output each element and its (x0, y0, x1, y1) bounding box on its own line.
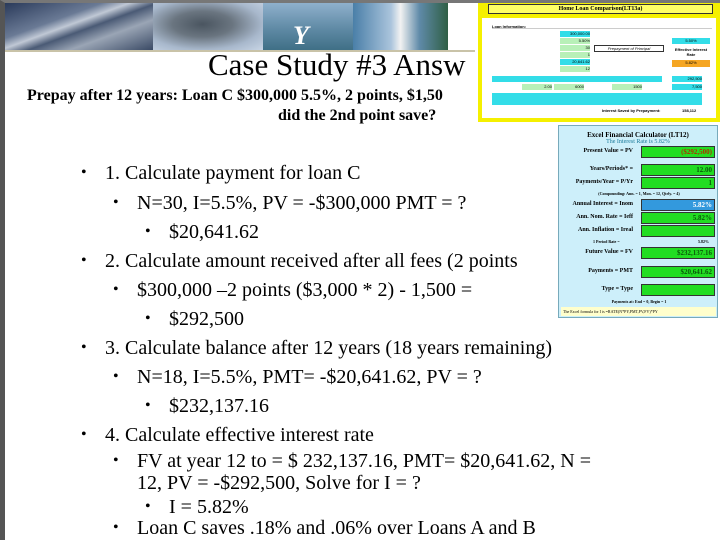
bullet-item (137, 472, 421, 494)
bullet-item (145, 308, 244, 330)
bullet-text: 3. Calculate balance after 12 years (18 years remaining) (105, 337, 553, 359)
bullet-text: 12, PV = -$292,500, Solve for I = ? (137, 472, 421, 494)
bullet-text: I = 5.82% (169, 496, 249, 518)
bullet-item (113, 279, 473, 301)
calculator-input[interactable]: ($292,500) (641, 146, 715, 158)
calculator-input[interactable]: 1 (641, 177, 715, 189)
bullet-item (145, 221, 259, 243)
slide-title: Case Study #3 Answ (208, 47, 466, 82)
calculator-label: Ann. Nom. Rate = Ieff (576, 214, 633, 220)
bullet-text: N=30, I=5.5%, PV = -$300,000 PMT = ? (137, 192, 467, 214)
bullet-item (113, 192, 467, 214)
payments-per-year: 1 (560, 52, 590, 58)
bullet-dot: • (81, 164, 87, 181)
calculator-input[interactable]: $232,137.16 (641, 247, 715, 259)
bullet-text: 1. Calculate payment for loan C (105, 162, 361, 184)
period-rate: 5.82% (698, 239, 709, 244)
calculator-title: Excel Financial Calculator (LT12) (587, 131, 689, 139)
banner-photo-statue (153, 3, 263, 50)
calculator-label: Future Value = FV (585, 249, 633, 255)
bullet-dot: • (113, 519, 119, 536)
calculator-status: The Interest Rate is 5.82% (606, 139, 670, 145)
bullet-item (81, 250, 518, 272)
slide-subtitle-2: did the 2nd point save? (278, 107, 437, 124)
type-note: Payments at: End = 0, Begin = 1 (611, 299, 667, 304)
prepayment-header: Prepayment of Principal (594, 45, 664, 52)
spreadsheet-title: Home Loan Comparison(LT13a) (488, 4, 713, 14)
bullet-dot: • (113, 194, 119, 211)
calculator-row (563, 177, 715, 189)
bullet-text: $232,137.16 (169, 395, 269, 417)
annual-payment: 20,641.62 (560, 59, 590, 65)
header-banner (5, 3, 475, 52)
calculator-input[interactable] (641, 225, 715, 237)
bullet-item (145, 496, 249, 518)
bullet-text: $20,641.62 (169, 221, 259, 243)
banner-photo-bell (353, 3, 448, 50)
calculator-row (563, 146, 715, 158)
calculator-input[interactable]: $20,641.62 (641, 266, 715, 278)
bullet-item (113, 366, 482, 388)
calculator-label: Annual Interest = Inom (572, 201, 633, 207)
calculator-row (563, 199, 715, 211)
bullet-text: $300,000 –2 points ($3,000 * 2) - 1,500 = (137, 279, 473, 301)
formula-note: The Excel formula for I is =RATE(N*PY,PMT,PV,FV)*PY (561, 307, 716, 316)
calculator-input[interactable] (641, 284, 715, 296)
calculator-input[interactable]: 5.82% (641, 199, 715, 211)
calculator-label: Years/Periods* = (589, 166, 633, 172)
calculator-row (563, 284, 715, 296)
bullet-dot: • (113, 452, 119, 469)
effective-rate: 5.82% (672, 60, 710, 67)
calculator-label: Type = Type (601, 286, 633, 292)
prepay-years: 12 (560, 66, 590, 72)
calculator-label: Payments/Year = P/Yr (575, 179, 633, 185)
interest-rate: 5.50% (560, 38, 590, 44)
fees-row (492, 76, 662, 82)
bullet-text: 2. Calculate amount received after all fees (2 points (105, 250, 518, 272)
total-costs: 7,500 (672, 84, 702, 90)
bullet-item (81, 424, 374, 446)
bullet-dot: • (81, 252, 87, 269)
results-table (492, 93, 702, 105)
bullet-text: FV at year 12 to = $ 232,137.16, PMT= $20,641.62, N = (137, 450, 592, 472)
banner-photo-building (5, 3, 153, 50)
bullet-dot: • (145, 498, 151, 515)
bullet-item (113, 517, 536, 539)
bullet-text: 4. Calculate effective interest rate (105, 424, 374, 446)
bullet-dot: • (145, 310, 151, 327)
calculator-row (563, 164, 715, 176)
bullet-dot: • (145, 223, 151, 240)
calculator-label: Ann. Inflation = Ireal (578, 227, 633, 233)
bullet-dot: • (113, 281, 119, 298)
bullet-item (81, 337, 553, 359)
bullet-text: N=18, I=5.5%, PMT= -$20,641.62, PV = ? (137, 366, 482, 388)
slide-subtitle: Prepay after 12 years: Loan C $300,000 5.5%, 2 points, $1,50 (27, 87, 443, 104)
calculator-row (563, 212, 715, 224)
calculator-row (563, 247, 715, 259)
bullet-dot: • (81, 426, 87, 443)
interest-saved-label: Interest Saved by Prepayment: (602, 108, 661, 113)
bullet-dot: • (81, 339, 87, 356)
calculator-row (563, 225, 715, 237)
period-rate-label: 1 Period Rate = (593, 239, 620, 244)
points: 2.00 (522, 84, 552, 90)
bullet-text: $292,500 (169, 308, 244, 330)
loan-info-label: Loan Information: (492, 24, 712, 29)
bullet-dot: • (113, 368, 119, 385)
loan-amount: 300,000.00 (560, 31, 590, 37)
banner-blank (448, 3, 475, 50)
bullet-item (113, 450, 592, 472)
bullet-item (145, 395, 269, 417)
years: 30 (560, 45, 590, 51)
loan-comparison-spreadsheet (478, 0, 720, 122)
calculator-input[interactable]: 12.00 (641, 164, 715, 176)
logo-letter: Y (293, 21, 309, 50)
calculator-input[interactable]: 5.82% (641, 212, 715, 224)
financial-calculator (558, 125, 718, 318)
bullet-text: Loan C saves .18% and .06% over Loans A and B (137, 517, 536, 539)
effective-label: Effective Interest Rate (674, 47, 708, 57)
calculator-label: Present Value = PV (583, 148, 633, 154)
banner-photo-logo (263, 3, 353, 50)
compounding-note: (Compounding: Ann. = 1, Mon. = 12, Qtrly. = 4) (598, 191, 680, 196)
interest-saved: 158,112 (682, 108, 697, 113)
points-amount: 6000 (554, 84, 584, 90)
apr: 5.50% (672, 38, 710, 44)
bullet-item (81, 162, 361, 184)
other-fees: 1500 (612, 84, 642, 90)
calculator-row (563, 266, 715, 278)
amount-after-fees: 292,500 (672, 76, 702, 82)
calculator-label: Payments = PMT (588, 268, 633, 274)
bullet-dot: • (145, 397, 151, 414)
